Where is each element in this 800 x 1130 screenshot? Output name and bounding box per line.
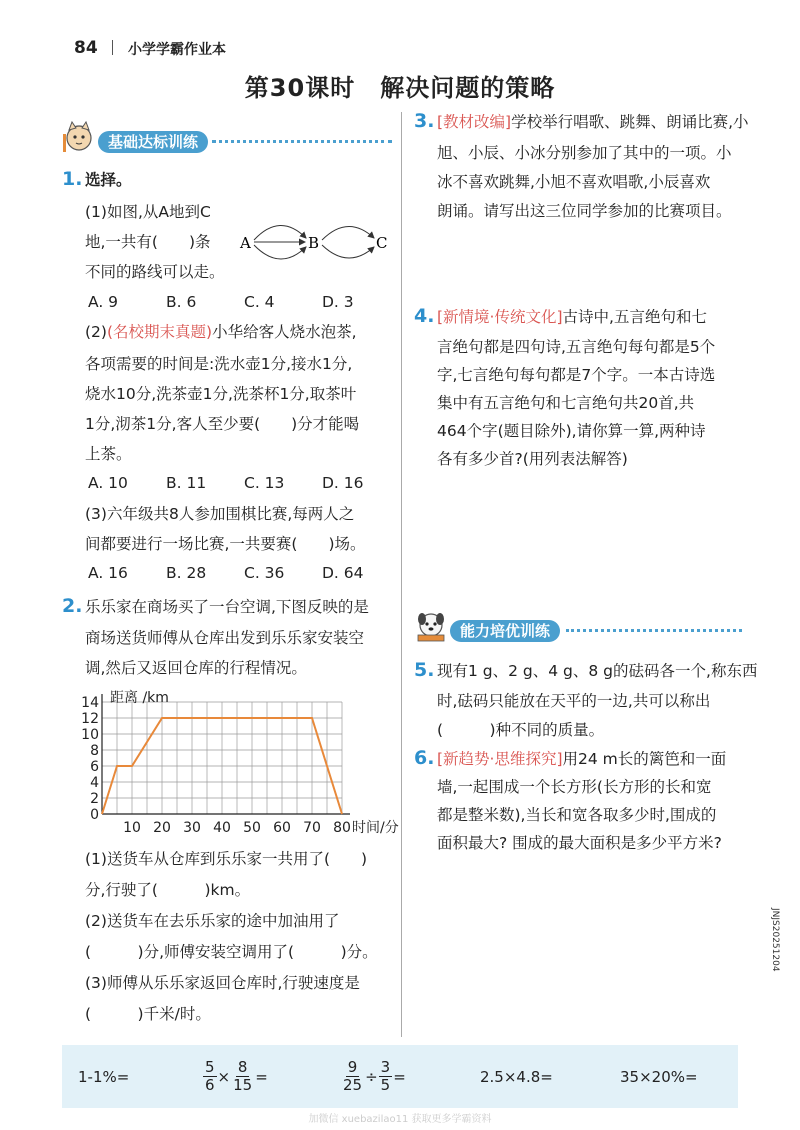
- option: D. 16: [322, 474, 364, 492]
- q1-s3-line1: (3)六年级共8人参加围棋比赛,每两人之: [85, 505, 355, 523]
- book-title: 小学学霸作业本: [128, 42, 226, 58]
- q2-sub1-line2: 分,行驶了( )km。: [85, 881, 251, 899]
- x-tick-label: 20: [153, 820, 171, 836]
- point-a: A: [240, 234, 251, 252]
- q2-line1: 乐乐家在商场买了一台空调,下图反映的是: [85, 598, 369, 616]
- calc-item-2: $\frac{5}{6}$ × $\frac{8}{15}$ =: [205, 1058, 268, 1094]
- calc-item-4: 2.5×4.8=: [480, 1067, 553, 1086]
- watermark: 加微信 xuebazilao11 获取更多学霸资料: [308, 1114, 492, 1125]
- side-code: JNJS20251204: [770, 908, 780, 972]
- y-tick-label: 0: [90, 807, 99, 823]
- source-tag: (名校期末真题): [106, 323, 213, 341]
- q1-s2-line3: 烧水10分,洗茶壶1分,洗茶杯1分,取茶叶: [85, 385, 357, 403]
- oral-calculation-strip: [62, 1045, 738, 1108]
- q6-line4: 面积最大? 围成的最大面积是多少平方米?: [437, 834, 722, 852]
- route-diagram: [236, 210, 396, 272]
- option: B. 28: [166, 564, 207, 582]
- x-axis-label: 时间/分: [352, 820, 399, 836]
- q1-s1-line3: 不同的路线可以走。: [85, 263, 225, 281]
- fraction: $\frac{9}{25}$: [343, 1058, 363, 1094]
- column-divider: [401, 112, 402, 1037]
- x-tick-label: 10: [123, 820, 141, 836]
- question-number-5: 5.: [414, 659, 435, 681]
- question-number-6: 6.: [414, 747, 435, 769]
- section-title-basic: 基础达标训练: [98, 131, 208, 153]
- q6-line1: [新趋势·思维探究]用24 m长的篱笆和一面: [437, 750, 727, 768]
- option: C. 36: [244, 564, 285, 582]
- q3-line4: 朗诵。请写出这三位同学参加的比赛项目。: [437, 202, 732, 220]
- q3-line3: 冰不喜欢跳舞,小旭不喜欢唱歌,小辰喜欢: [437, 173, 711, 191]
- fraction: $\frac{5}{6}$: [205, 1058, 215, 1094]
- section-banner-basic: [62, 128, 394, 154]
- option: B. 11: [166, 474, 207, 492]
- q4-line3: 字,七言绝句每句都是7个字。一本古诗选: [437, 366, 716, 384]
- q2-sub3-line2: ( )千米/时。: [85, 1005, 211, 1023]
- question-number-2: 2.: [62, 595, 83, 617]
- q5-line3: ( )种不同的质量。: [437, 721, 605, 739]
- q5-line1: 现有1 g、2 g、4 g、8 g的砝码各一个,称东西: [437, 662, 758, 680]
- fraction: $\frac{3}{5}$: [380, 1058, 391, 1094]
- option: D. 3: [322, 293, 354, 311]
- q1-s2-line5: 上茶。: [85, 445, 132, 463]
- q3-line1: [教材改编]学校举行唱歌、跳舞、朗诵比赛,小: [437, 113, 749, 131]
- q4-line2: 言绝句都是四句诗,五言绝句每句都是5个: [437, 338, 716, 356]
- y-tick-label: 12: [81, 711, 99, 727]
- calc-item-1: 1-1%=: [78, 1067, 130, 1086]
- q2-sub3-line1: (3)师傅从乐乐家返回仓库时,行驶速度是: [85, 974, 360, 992]
- q2-sub1-line1: (1)送货车从仓库到乐乐家一共用了( ): [85, 850, 368, 868]
- option: B. 6: [166, 293, 197, 311]
- cat-mascot-icon: [62, 120, 96, 154]
- fraction: $\frac{8}{15}$: [233, 1058, 253, 1094]
- q1-s2-line2: 各项需要的时间是:洗水壶1分,接水1分,: [85, 355, 353, 373]
- x-tick-label: 80: [333, 820, 351, 836]
- lesson-title: 第30课时 解决问题的策略: [244, 74, 556, 102]
- y-axis-label: 距离 /km: [110, 690, 169, 706]
- section-dots: [212, 140, 392, 143]
- section-dots: [566, 629, 742, 632]
- option: D. 64: [322, 564, 364, 582]
- q1-s2-line1: (2)(名校期末真题)小华给客人烧水泡茶,: [85, 323, 357, 341]
- calc-item-5: 35×20%=: [620, 1067, 698, 1086]
- q1-s1-line2: 地,一共有( )条: [85, 233, 211, 251]
- source-tag: [教材改编]: [437, 113, 512, 131]
- q4-line5: 464个字(题目除外),请你算一算,两种诗: [437, 422, 706, 440]
- y-tick-label: 4: [90, 775, 99, 791]
- question-number-1: 1.: [62, 168, 83, 190]
- section-title-advanced: 能力培优训练: [450, 620, 560, 642]
- y-tick-label: 6: [90, 759, 99, 775]
- option: C. 4: [244, 293, 275, 311]
- q4-line6: 各有多少首?(用列表法解答): [437, 450, 628, 468]
- header-divider: [112, 40, 113, 55]
- q1-label: 选择。: [85, 171, 132, 189]
- source-tag: [新情境·传统文化]: [437, 308, 563, 326]
- q1-s1-options: [88, 288, 400, 317]
- x-tick-label: 30: [183, 820, 201, 836]
- q6-line2: 墙,一起围成一个长方形(长方形的长和宽: [437, 778, 712, 796]
- distance-time-chart: [80, 686, 400, 838]
- q2-sub2-line2: ( )分,师傅安装空调用了( )分。: [85, 943, 378, 961]
- question-number-3: 3.: [414, 110, 435, 132]
- q2-line2: 商场送货师傅从仓库出发到乐乐家安装空: [85, 629, 365, 647]
- dog-mascot-icon: [414, 609, 448, 643]
- q1-s3-options: [88, 559, 400, 588]
- y-tick-label: 8: [90, 743, 99, 759]
- x-tick-label: 50: [243, 820, 261, 836]
- page-number: 84: [74, 38, 98, 58]
- q1-s1-line1: (1)如图,从A地到C: [85, 203, 211, 221]
- x-tick-label: 40: [213, 820, 231, 836]
- question-number-4: 4.: [414, 305, 435, 327]
- q1-s2-line4: 1分,沏茶1分,客人至少要( )分才能喝: [85, 415, 360, 433]
- point-c: C: [376, 234, 388, 252]
- option: A. 16: [88, 564, 128, 582]
- calc-item-3: $\frac{9}{25}$ ÷ $\frac{3}{5}$ =: [343, 1058, 406, 1094]
- q2-line3: 调,然后又返回仓库的行程情况。: [85, 659, 307, 677]
- q4-line4: 集中有五言绝句和七言绝句共20首,共: [437, 394, 695, 412]
- q3-line2: 旭、小辰、小冰分别参加了其中的一项。小: [437, 144, 732, 162]
- option: C. 13: [244, 474, 285, 492]
- q1-s3-line2: 间都要进行一场比赛,一共要赛( )场。: [85, 535, 366, 553]
- q4-line1: [新情境·传统文化]古诗中,五言绝句和七: [437, 308, 707, 326]
- option: A. 9: [88, 293, 119, 311]
- q6-line3: 都是整米数),当长和宽各取多少时,围成的: [437, 806, 717, 824]
- x-tick-label: 60: [273, 820, 291, 836]
- x-tick-label: 70: [303, 820, 321, 836]
- q5-line2: 时,砝码只能放在天平的一边,共可以称出: [437, 692, 711, 710]
- section-banner-advanced: [414, 617, 744, 643]
- y-tick-label: 2: [90, 791, 99, 807]
- option: A. 10: [88, 474, 128, 492]
- q1-s2-options: [88, 469, 400, 498]
- y-tick-label: 10: [81, 727, 99, 743]
- point-b: B: [308, 234, 320, 252]
- source-tag: [新趋势·思维探究]: [437, 750, 563, 768]
- q2-sub2-line1: (2)送货车在去乐乐家的途中加油用了: [85, 912, 340, 930]
- y-tick-label: 14: [81, 695, 99, 711]
